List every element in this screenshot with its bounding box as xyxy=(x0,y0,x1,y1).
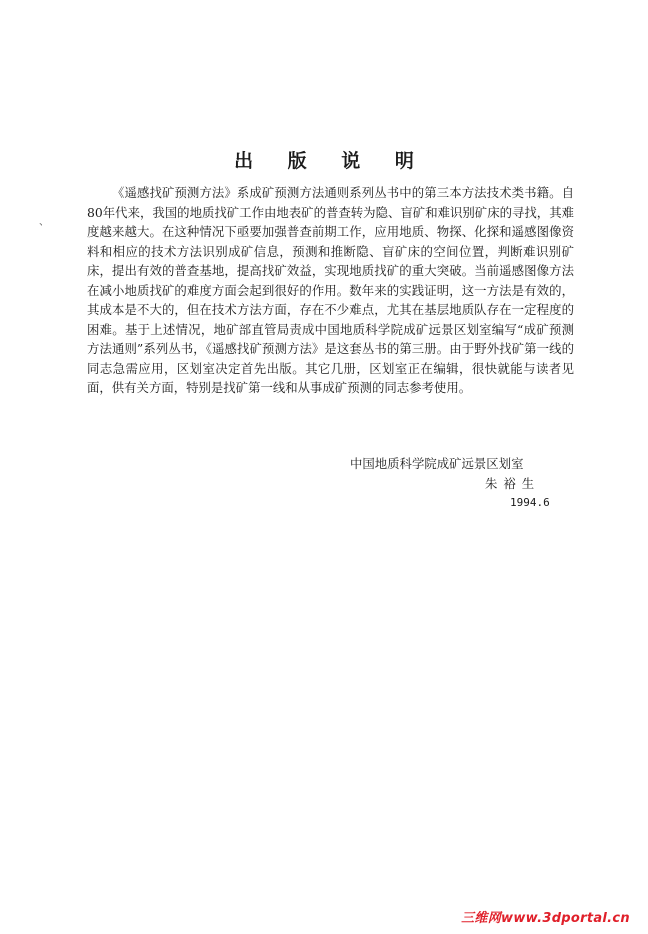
site-watermark: 三维网www.3dportal.cn xyxy=(461,911,630,926)
stray-mark: 、 xyxy=(39,217,49,228)
signature-name: 朱裕生 xyxy=(485,476,541,491)
signature-organization: 中国地质科学院成矿远景区划室 xyxy=(350,456,524,471)
page-title: 出 版 说 明 xyxy=(234,150,428,172)
body-paragraph: 《遥感找矿预测方法》系成矿预测方法通则系列丛书中的第三本方法技术类书籍。自80年代来，我国的地质找矿工作由地表矿的普查转为隐、盲矿和难识别矿床的寻找，其难度越来越大。在这种情况下亟要加强普查前期工作，应用地质、物探、化探和遥感图像资料和相应的技术方法识别成矿信息，预测和推断隐、盲矿床的空间位置，判断难识别矿床，提出有效的普查基地，提高找矿效益，实现地质找矿的重大突破。当前遥感图像方法在减小地质找矿的难度方面会起到很好的作用。数年来的实践证明，这一方法是有效的，其成本是不大的，但在技术方法方面，存在不少难点，尤其在基层地质队存在一定程度的困难。基于上述情况，地矿部直管局责成中国地质科学院成矿远景区划室编写“成矿预测方法通则”系列丛书，《遥感找矿预测方法》是这套丛书的第三册。由于野外找矿第一线的同志急需应用，区划室决定首先出版。其它几册，区划室正在编辑，很快就能与读者见面，供有关方面，特别是找矿第一线和从事成矿预测的同志参考使用。 xyxy=(87,185,574,395)
signature-date: 1994.6 xyxy=(510,496,550,509)
